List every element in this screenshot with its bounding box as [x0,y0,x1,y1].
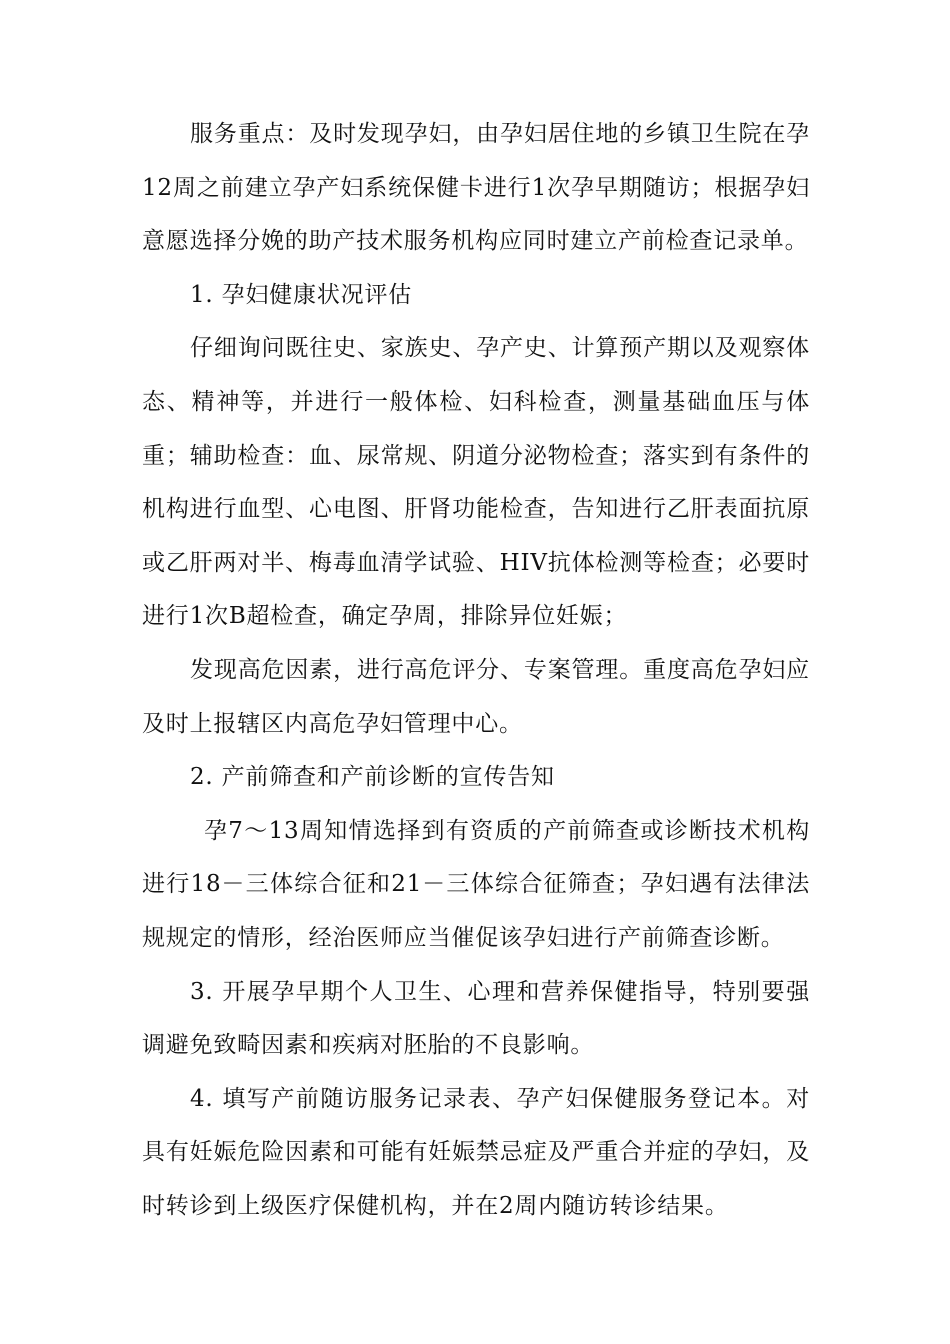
paragraph-high-risk: 发现高危因素，进行高危评分、专案管理。重度高危孕妇应及时上报辖区内高危孕妇管理中心。 [142,656,810,737]
paragraph-guidance: 3. 开展孕早期个人卫生、心理和营养保健指导，特别要强调避免致畸因素和疾病对胚胎的不良影响。 [142,978,810,1059]
heading-health-assessment: 1. 孕妇健康状况评估 [190,281,413,308]
paragraph-health-assessment: 仔细询问既往史、家族史、孕产史、计算预产期以及观察体态、精神等，并进行一般体检、妇科检查，测量基础血压与体重；辅助检查：血、尿常规、阴道分泌物检查；落实到有条件的机构进行血型、心电图、肝肾功能检查，告知进行乙肝表面抗原或乙肝两对半、梅毒血清学试验、HIV抗体检测等检查；必要时进行1次B超检查，确定孕周，排除异位妊娠； [142,335,810,630]
document-body [142,108,810,1233]
paragraph-records-referral: 4. 填写产前随访服务记录表、孕产妇保健服务登记本。对具有妊娠危险因素和可能有妊娠禁忌症及严重合并症的孕妇，及时转诊到上级医疗保健机构，并在2周内随访转诊结果。 [142,1085,810,1219]
heading-prenatal-screening: 2. 产前筛查和产前诊断的宣传告知 [190,764,555,791]
paragraph-prenatal-screening: 孕7～13周知情选择到有资质的产前筛查或诊断技术机构进行18－三体综合征和21－三体综合征筛查；孕妇遇有法律法规规定的情形，经治医师应当催促该孕妇进行产前筛查诊断。 [142,817,810,951]
paragraph-service-focus: 服务重点：及时发现孕妇，由孕妇居住地的乡镇卫生院在孕12周之前建立孕产妇系统保健卡进行1次孕早期随访；根据孕妇意愿选择分娩的助产技术服务机构应同时建立产前检查记录单。 [142,121,810,255]
